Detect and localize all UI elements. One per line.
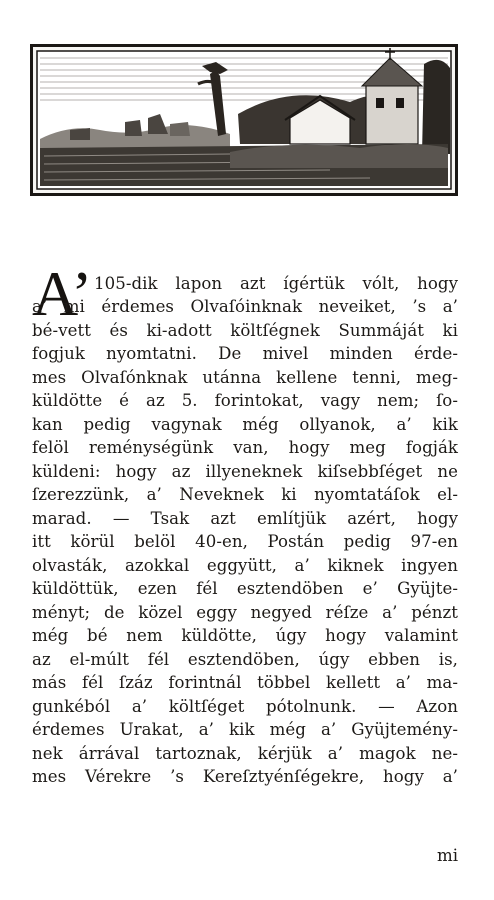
text-line: kan pedig vagynak még ollyanok, a’ kik bbox=[32, 414, 458, 434]
text-line: marad. — Tsak azt említjük azért, hogy bbox=[32, 508, 458, 528]
text-line: felöl reménységünk van, hogy meg fogják bbox=[32, 438, 458, 457]
engraved-landscape-vignette bbox=[30, 44, 458, 196]
text-body bbox=[32, 295, 458, 789]
text-line: nek árrával tartoznak, kérjük a’ magok ne- bbox=[32, 743, 458, 763]
text-line-1 bbox=[94, 272, 458, 296]
text-line: még bé nem küldötte, úgy hogy valamint bbox=[32, 626, 458, 645]
text-line: gunkéból a’ költſéget pótolnunk. — Azon bbox=[32, 696, 458, 716]
text-line: érdemes Urakat, a’ kik még a’ Gyüjtemény- bbox=[32, 720, 458, 739]
drop-cap: A’ bbox=[32, 258, 93, 329]
text-line: küldötte é az 5. forintokat, vagy nem; ſo- bbox=[32, 391, 458, 410]
text-line: ményt; de közel eggy negyed réſze a’ pénzt bbox=[32, 602, 458, 622]
text-line: 105-dik lapon azt ígértük vólt, hogy bbox=[94, 274, 458, 293]
text-line: küldöttük, ezen fél esztendöben e’ Gyüjte- bbox=[32, 579, 458, 598]
text-line: fogjuk nyomtatni. De mivel minden érde- bbox=[32, 344, 458, 363]
text-line: más fél ſzáz forintnál többel kellett a’ ma- bbox=[32, 673, 458, 692]
text-line: mes Vérekre ’s Kereſztyénſégekre, hogy a’ bbox=[32, 767, 458, 786]
text-line: a’ mi érdemes Olvaſóinknak neveiket, ’s a’ bbox=[32, 297, 458, 316]
text-line: olvasták, azokkal eggyütt, a’ kiknek ingyen bbox=[32, 555, 458, 575]
text-line: küldeni: hogy az illyeneknek kiſsebbſéget ne bbox=[32, 461, 458, 481]
text-line: bé-vett és ki-adott költſégnek Summáját ki bbox=[32, 320, 458, 340]
text-line: mes Olvaſónknak utánna kellene tenni, meg- bbox=[32, 367, 458, 387]
text-line: ſzerezzünk, a’ Neveknek ki nyomtatáſok el- bbox=[32, 485, 458, 504]
text-line: az el-múlt fél esztendöben, úgy ebben is, bbox=[32, 649, 458, 669]
text-line: itt körül belöl 40-en, Postán pedig 97-en bbox=[32, 532, 458, 551]
catchword: mi bbox=[436, 846, 458, 865]
